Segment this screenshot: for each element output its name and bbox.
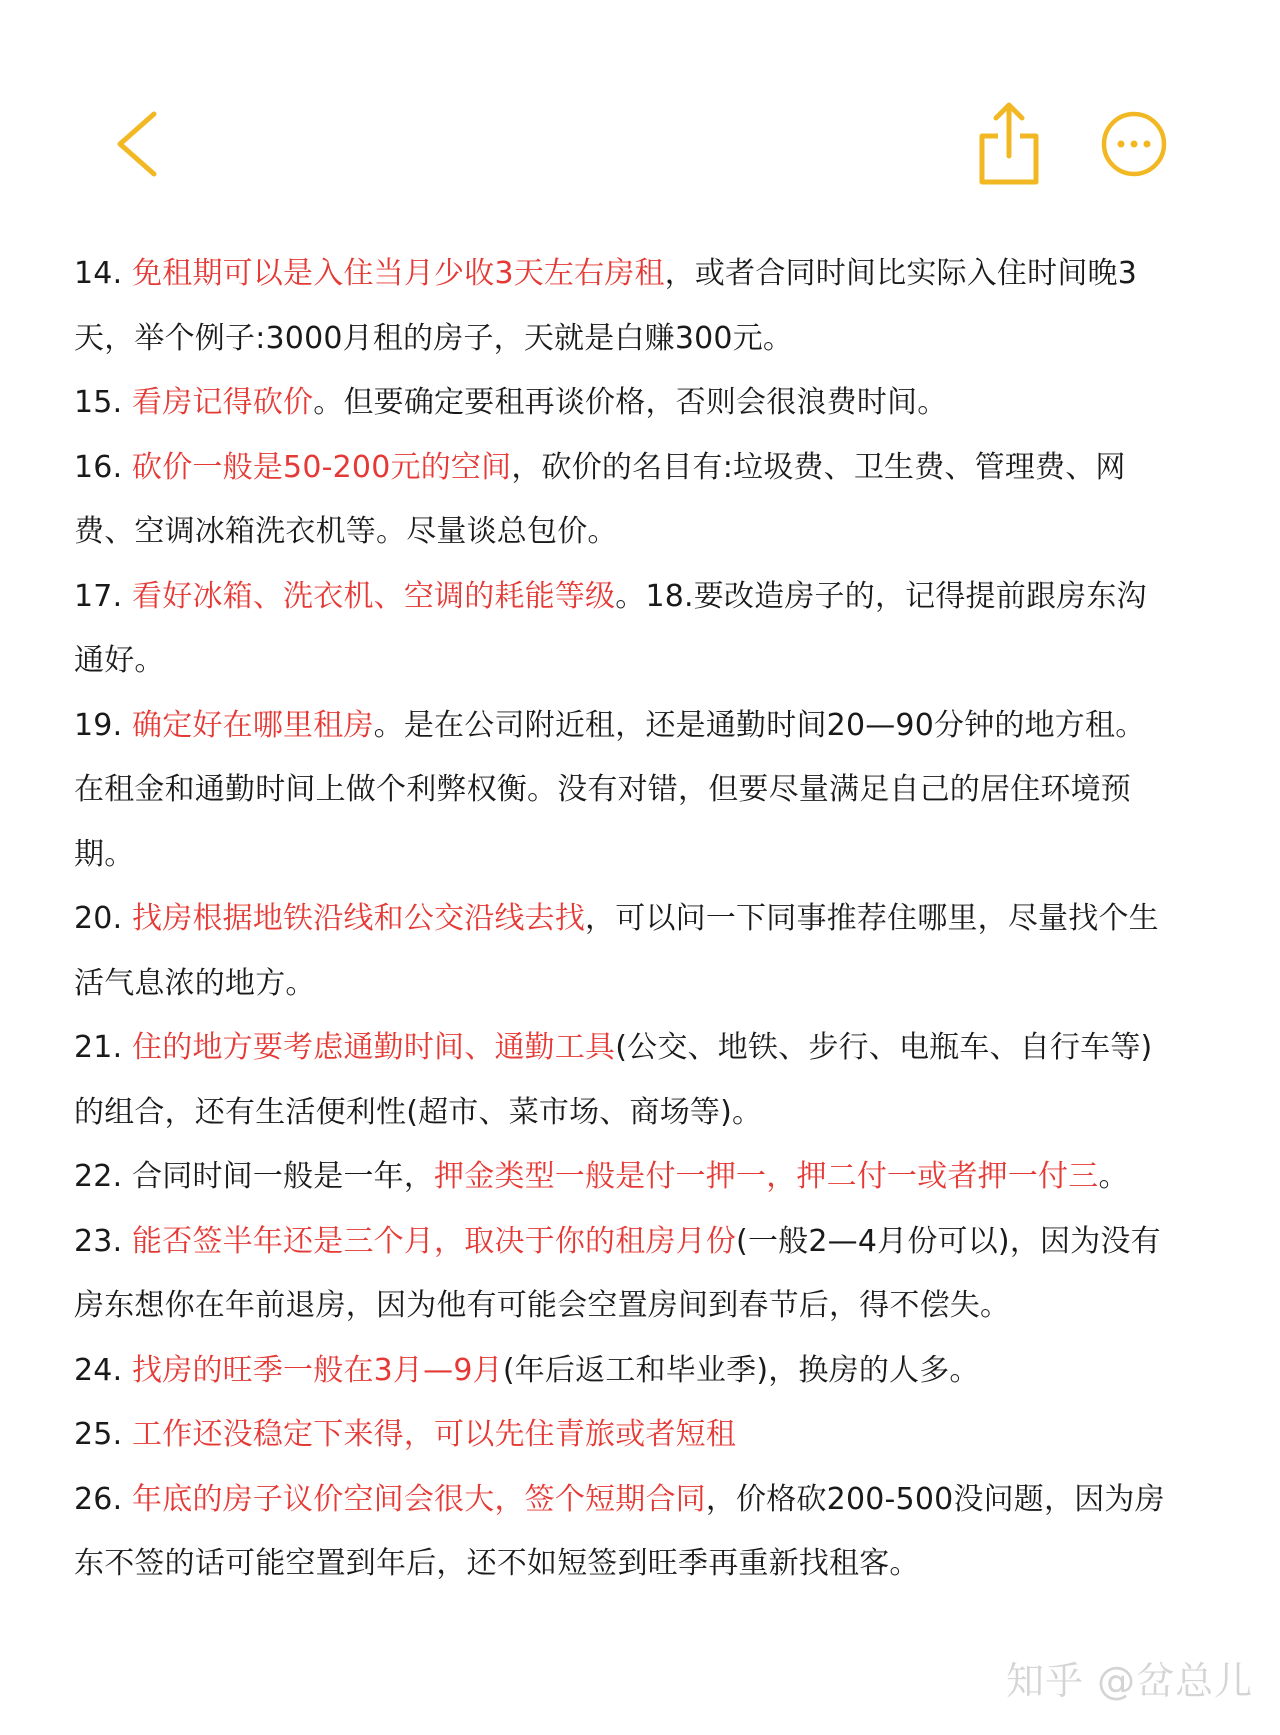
note-line	[74, 307, 1224, 372]
note-line	[74, 1081, 1224, 1146]
note-text: 。但要确定要租再谈价格，否则会很浪费时间。	[313, 385, 948, 420]
note-body	[74, 242, 1224, 1597]
note-text: ，或者合同时间比实际入住时间晚3	[664, 256, 1138, 291]
highlighted-text: 能否签半年还是三个月，取决于你的租房月份	[132, 1223, 737, 1259]
note-text: 14.	[74, 256, 133, 291]
back-button[interactable]	[108, 108, 168, 180]
note-text: 期。	[74, 836, 135, 872]
note-text: 东不签的话可能空置到年后，还不如短签到旺季再重新找租客。	[74, 1546, 920, 1581]
note-line	[74, 371, 1224, 436]
note-line	[74, 242, 1224, 307]
note-text: 20.	[74, 901, 133, 936]
more-horizontal-icon	[1100, 110, 1168, 178]
note-line	[74, 1145, 1224, 1210]
note-line	[74, 1532, 1224, 1597]
note-text: 23.	[74, 1223, 133, 1259]
note-line	[74, 1274, 1224, 1339]
chevron-left-icon	[108, 108, 168, 180]
note-text: ，可以问一下同事推荐住哪里，尽量找个生	[585, 901, 1159, 936]
note-text: 16.	[74, 449, 133, 485]
note-text: 天，举个例子:3000月租的房子，天就是白赚300元。	[74, 320, 794, 356]
note-text: ，砍价的名目有:垃圾费、卫生费、管理费、网	[511, 449, 1126, 485]
note-text: (一般2—4月份可以)，因为没有	[736, 1223, 1161, 1259]
note-line	[74, 952, 1224, 1017]
share-icon	[976, 100, 1042, 186]
note-text: 26.	[74, 1481, 133, 1517]
note-text: 。18.要改造房子的，记得提前跟房东沟	[615, 578, 1147, 614]
highlighted-text: 确定好在哪里租房	[132, 707, 374, 743]
note-text: 24.	[74, 1352, 133, 1388]
note-text: 活气息浓的地方。	[74, 965, 316, 1001]
note-line	[74, 1403, 1224, 1468]
highlighted-text: 砍价一般是50-200元的空间	[132, 449, 512, 485]
note-text: 19.	[74, 707, 133, 743]
note-text: 25.	[74, 1417, 133, 1452]
highlighted-text: 住的地方要考虑通勤时间、通勤工具	[132, 1030, 616, 1065]
note-text: 17.	[74, 578, 133, 614]
note-text: 房东想你在年前退房，因为他有可能会空置房间到春节后，得不偿失。	[74, 1288, 1011, 1323]
note-text: (公交、地铁、步行、电瓶车、自行车等)	[615, 1030, 1153, 1065]
note-text: 通好。	[74, 643, 165, 678]
note-text: 在租金和通勤时间上做个利弊权衡。没有对错，但要尽量满足自己的居住环境预	[74, 772, 1131, 807]
highlighted-text: 找房的旺季一般在3月—9月	[132, 1352, 503, 1388]
highlighted-text: 工作还没稳定下来得，可以先住青旅或者短租	[132, 1417, 737, 1452]
note-text: ，价格砍200-500没问题，因为房	[705, 1481, 1165, 1517]
note-text: 15.	[74, 385, 133, 420]
note-line	[74, 758, 1224, 823]
highlighted-text: 年底的房子议价空间会很大，签个短期合同	[132, 1481, 706, 1517]
highlighted-text: 看好冰箱、洗衣机、空调的耗能等级	[132, 578, 616, 614]
note-line	[74, 436, 1224, 501]
share-button[interactable]	[976, 100, 1042, 186]
note-text: 费、空调冰箱洗衣机等。尽量谈总包价。	[74, 514, 618, 549]
note-text: (年后返工和毕业季)，换房的人多。	[502, 1352, 980, 1388]
note-line	[74, 1339, 1224, 1404]
highlighted-text: 免租期可以是入住当月少收3天左右房租	[132, 256, 665, 291]
note-line	[74, 629, 1224, 694]
note-line	[74, 565, 1224, 630]
highlighted-text: 找房根据地铁沿线和公交沿线去找	[132, 901, 586, 936]
more-button[interactable]	[1100, 110, 1168, 178]
note-text: 21.	[74, 1030, 133, 1065]
note-line	[74, 1468, 1224, 1533]
note-line	[74, 823, 1224, 888]
note-text: 的组合，还有生活便利性(超市、菜市场、商场等)。	[74, 1094, 763, 1130]
note-text: 。	[1098, 1159, 1129, 1194]
highlighted-text: 看房记得砍价	[132, 385, 314, 420]
top-toolbar	[0, 0, 1280, 220]
note-line	[74, 1016, 1224, 1081]
note-line	[74, 694, 1224, 759]
note-line	[74, 1210, 1224, 1275]
highlighted-text: 押金类型一般是付一押一，押二付一或者押一付三	[434, 1159, 1099, 1194]
note-text: 22. 合同时间一般是一年，	[74, 1159, 435, 1194]
note-text: 。是在公司附近租，还是通勤时间20—90分钟的地方租。	[373, 707, 1146, 743]
note-line	[74, 500, 1224, 565]
zhihu-watermark: 知乎 @岔总儿	[1006, 1659, 1254, 1703]
note-line	[74, 887, 1224, 952]
